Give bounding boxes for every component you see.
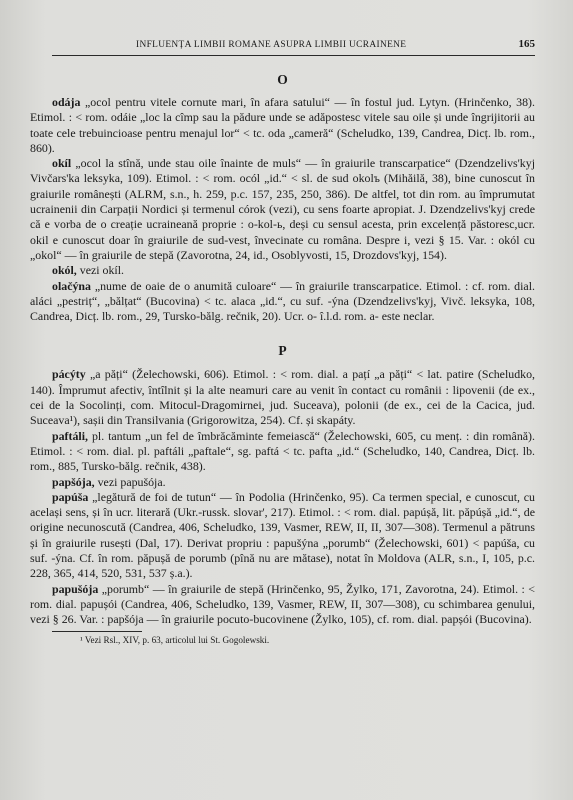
entry-text: vezi okíl.	[76, 263, 125, 278]
entry-text: „porumb“ — în graiurile de stepă (Hrinčenko, 95, Žylko, 171, Zavorotna, 24). Etimol. : < rom. dial. papușói (Candrea, 406, Scheludko, 139, Vasmer, REW, II, 307—308), cu schimbarea genului, vezi § 26. Var. : papšója — în graiurile pocuto-bucovinene (Žylko, 105), cf. rom. dial. papșói (Bucovina).	[30, 581, 535, 627]
entry-headword: pácýty	[52, 367, 86, 382]
entry-headword: papúša	[52, 489, 89, 504]
dictionary-entry	[30, 263, 535, 278]
entry-text: „a păți“ (Želechowski, 606). Etimol. : < rom. dial. a pațí „a păți“ < lat. patire (Scheludko, 140). Împrumut afectiv, întîlnit și la alte neamuri care au venit în contact cu românii : lipovenii (de ex., cei de la Socolinți, com. Mitocul-Dragomirnei, jud. Suceava), polonii (de ex., cei de la Cacica, jud. Suceava¹), sașii din Transilvania (Grigorowitza, 254). Cf. și skapáty.	[30, 367, 535, 428]
header-rule	[52, 55, 535, 56]
dictionary-entry	[30, 490, 535, 582]
section-letter-p: P	[278, 343, 287, 359]
entry-headword: olačýna	[52, 278, 91, 293]
entry-headword: paftáli,	[52, 428, 89, 443]
entry-text: pl. tantum „un fel de îmbrăcăminte femeiască“ (Želechowski, 605, cu menț. : din română). Etimol. : < rom. dial. pl. paftáli „paftale“, sg. paftá < tc. pafta „id.“ (Scheludko, 140, Candrea, Dicț. lb. rom., 885, Tursko-bălg. rečnik, 438).	[30, 428, 535, 474]
dictionary-entry	[30, 475, 535, 490]
dictionary-entry	[30, 582, 535, 628]
dictionary-entry	[30, 279, 535, 325]
footnote: ¹ Vezi Rsl., XIV, p. 63, articolul lui St. Gogolewski.	[80, 634, 270, 645]
entry-text: vezi papušója.	[94, 474, 166, 489]
entry-headword: papušója	[52, 581, 99, 596]
footnote-rule	[52, 631, 142, 632]
running-head	[30, 38, 535, 50]
entry-text: „nume de oaie de o anumită culoare“ — în graiurile transcarpatice. Etimol. : cf. rom. dial. aláci „pestriț“, „bălțat“ (Bucovina) < tc. alaca „id.“, cu suf. -ýna (Dzendzelivs'kyj, Vivč. leksyka, 108, Candrea, Dicț. lb. rom., 29, Tursko-bălg. rečnik, 20). Ucr. o- î.l.d. rom. a- este neclar.	[30, 278, 535, 324]
dictionary-entry	[30, 367, 535, 428]
section-letter-o: O	[277, 72, 288, 87]
entry-text: „ocol pentru vitele cornute mari, în afara satului“ — în fostul jud. Lytyn. (Hrinčenko, 38). Etimol. : < rom. odáie „loc la cîmp sau la pădure unde se adăpostesc vitele sau oile și unde îngrijitorii au toate cele trebuincioase pentru menajul lor“ < tc. oda „cameră“ (Scheludko, 139, Candrea, Dicț. lb. rom., 860).	[30, 95, 535, 155]
dictionary-entry	[30, 95, 535, 156]
dictionary-entry	[30, 156, 535, 263]
entry-text: „legătură de foi de tutun“ — în Podolia (Hrinčenko, 95). Ca termen special, e cunoscut, cu același sens, și în ucr. literară (Ukr.-russk. slovar', 217). Etimol. : < rom. dial. papúșă, lit. păpúșă „id.“, de origine necunoscută (Candrea, 406, Scheludko, 139, Vasmer, REW, II, II, 307—308). Termenul a pătruns și în graiurile rusești (Dal, 17). Derivat propriu : papušýna „porumb“ (Želechowski, 601) < papúša, cu suf. -ýna. Cf. în rom. păpușă de porumb (pînă nu are mătase), notat în Moldova (ALR, s.n., I, 105, p.c. 228, 365, 414, 520, 531, 537 ș.a.).	[30, 489, 535, 581]
entry-headword: papšója,	[52, 474, 95, 489]
page-number: 165	[518, 38, 535, 50]
running-head-title: INFLUENȚA LIMBII ROMANE ASUPRA LIMBII UCRAINENE	[136, 40, 407, 50]
entry-text: „ocol la stînă, unde stau oile înainte de muls“ — în graiurile transcarpatice“ (Dzendzelivs'kyj Vivčars'ka leksyka, 109). Etimol. : < rom. ocól „id.“ < sl. de sud okolъ (Mihăilă, 38), bine cunoscut în graiurile românești (ALRM, s.n., h. 259, p.c. 157, 235, 250, 386). De altfel, tot din rom. au împrumutat ucrainenii din Carpații Nordici și termenul córok (vezi), cu sens foarte apropiat. J. Dzendzelivs'kyj crede că e vorba de o creație ucraineană proprie : o-kol-ь, deși cu sensul acesta, prin excelență păstoresc,ucr. okil e cunoscut doar în graiurile de sud-vest, învecinate cu româna. Despre i, vezi § 15. Var. : okól cu „okol“ — în graiurile de stepă (Zavorotna, 24, id., Osoblyvosti, 15, Drozdovs'kyj, 154).	[30, 156, 535, 262]
entry-headword: odája	[52, 95, 81, 109]
entry-headword: okíl	[52, 156, 72, 171]
entry-headword: okól,	[52, 263, 77, 278]
dictionary-entry	[30, 429, 535, 475]
